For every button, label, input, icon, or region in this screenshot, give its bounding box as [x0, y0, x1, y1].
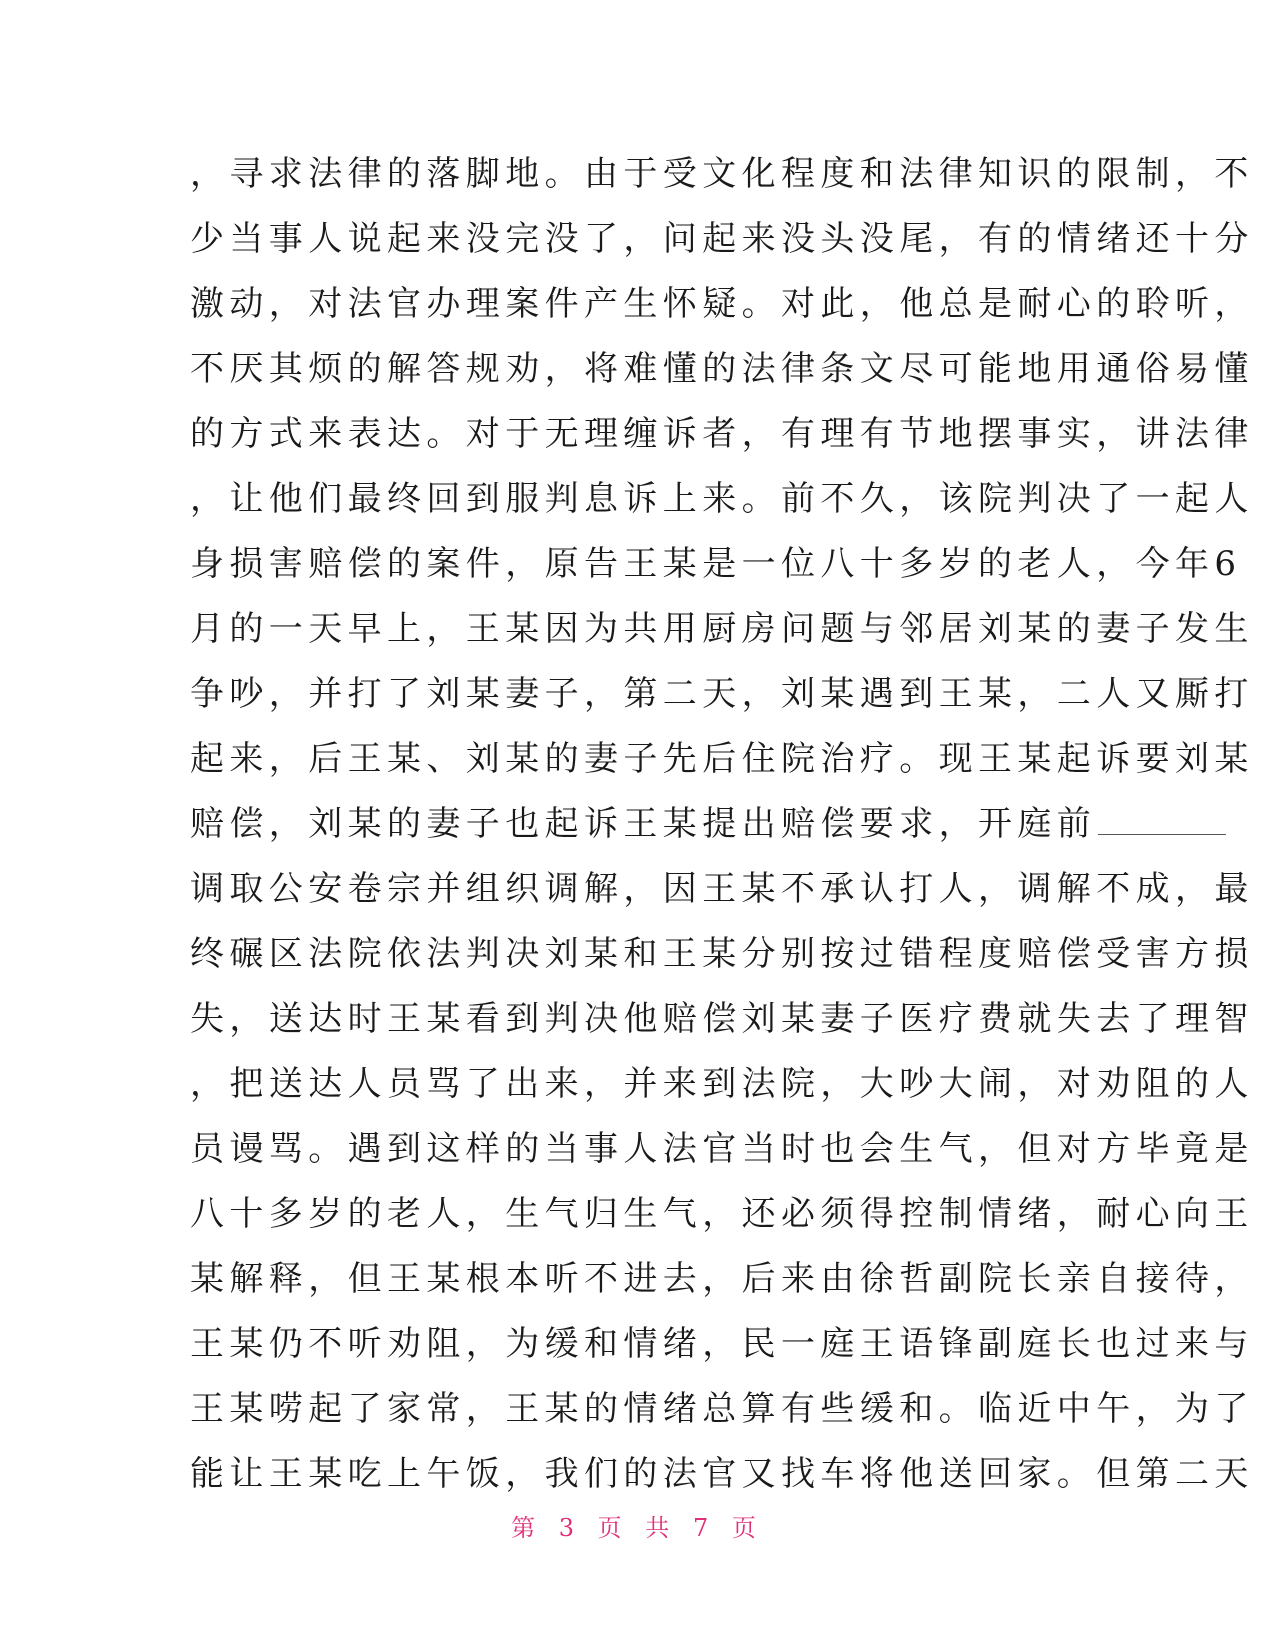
- text-line: 月的一天早上，王某因为共用厨房问题与邻居刘某的妻子发生: [190, 609, 1254, 649]
- text-line: 王某唠起了家常，王某的情绪总算有些缓和。临近中午，为了: [190, 1389, 1254, 1429]
- text-line-segment: 赔偿，刘某的妻子也起诉王某提出赔偿要求，开庭前: [190, 804, 1097, 844]
- text-line: 身损害赔偿的案件，原告王某是一位八十多岁的老人，今年6: [190, 544, 1242, 584]
- text-line: 员谩骂。遇到这样的当事人法官当时也会生气，但对方毕竟是: [190, 1129, 1254, 1169]
- body-text: [190, 142, 1254, 1507]
- text-line: 争吵，并打了刘某妻子，第二天，刘某遇到王某，二人又厮打: [190, 674, 1254, 714]
- text-line: ，把送达人员骂了出来，并来到法院，大吵大闹，对劝阻的人: [190, 1064, 1254, 1104]
- text-line: 王某仍不听劝阻，为缓和情绪，民一庭王语锋副庭长也过来与: [190, 1324, 1254, 1364]
- text-line: ，让他们最终回到服判息诉上来。前不久，该院判决了一起人: [190, 479, 1254, 519]
- text-line: 的方式来表达。对于无理缠诉者，有理有节地摆事实，讲法律: [190, 414, 1254, 454]
- text-line-with-blank: [190, 792, 1097, 857]
- text-line: 失，送达时王某看到判决他赔偿刘某妻子医疗费就失去了理智: [190, 999, 1254, 1039]
- text-line: 少当事人说起来没完没了，问起来没头没尾，有的情绪还十分: [190, 219, 1254, 259]
- text-line: ，寻求法律的落脚地。由于受文化程度和法律知识的限制，不: [190, 154, 1254, 194]
- text-line: 能让王某吃上午饭，我们的法官又找车将他送回家。但第二天: [190, 1454, 1254, 1494]
- text-line: 调取公安卷宗并组织调解，因王某不承认打人，调解不成，最: [190, 869, 1254, 909]
- text-line: 终碾区法院依法判决刘某和王某分别按过错程度赔偿受害方损: [190, 934, 1254, 974]
- fill-in-blank: [1098, 808, 1226, 835]
- text-line: 不厌其烦的解答规劝，将难懂的法律条文尽可能地用通俗易懂: [190, 349, 1254, 389]
- text-line: 八十多岁的老人，生气归生气，还必须得控制情绪，耐心向王: [190, 1194, 1254, 1234]
- text-line: 激动，对法官办理案件产生怀疑。对此，他总是耐心的聆听，: [190, 284, 1254, 324]
- text-line: 某解释，但王某根本听不进去，后来由徐哲副院长亲自接待，: [190, 1259, 1254, 1299]
- page-number-footer: 第 3 页 共 7 页: [511, 1514, 764, 1542]
- text-line: 起来，后王某、刘某的妻子先后住院治疗。现王某起诉要刘某: [190, 739, 1254, 779]
